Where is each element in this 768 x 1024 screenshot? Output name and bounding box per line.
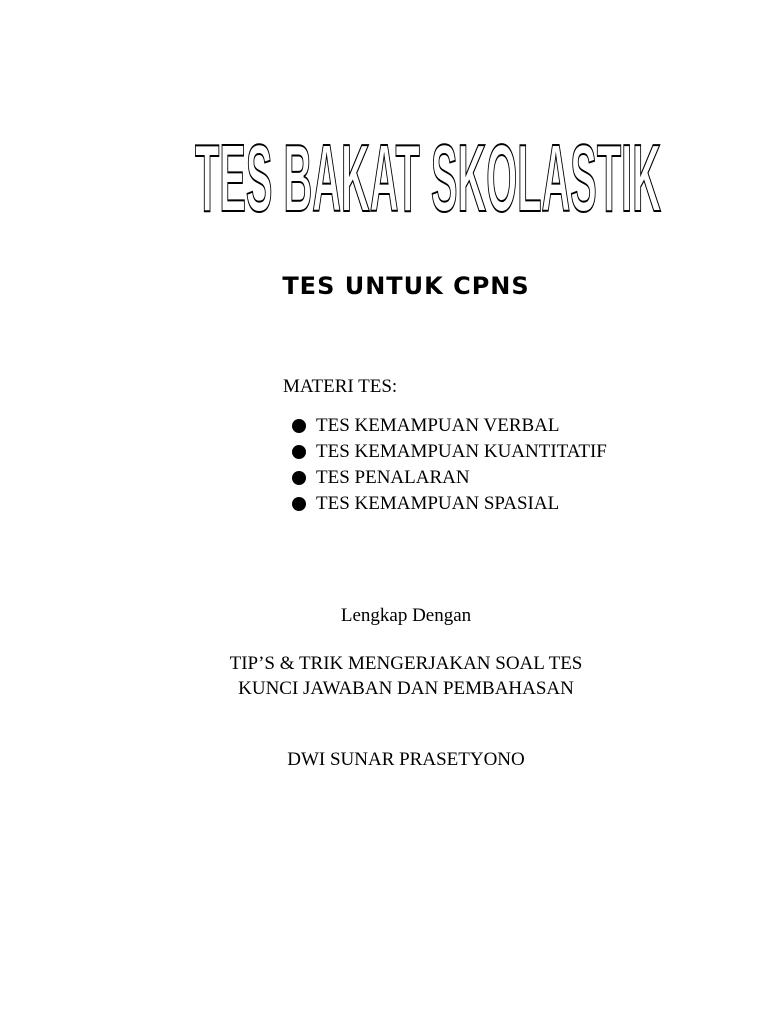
subtitle: TES UNTUK CPNS — [282, 272, 530, 300]
materi-list — [292, 413, 607, 517]
bullet-icon — [292, 445, 306, 459]
list-item-label: TES KEMAMPUAN SPASIAL — [316, 493, 560, 514]
bullet-icon — [292, 497, 306, 511]
list-item — [292, 439, 607, 465]
main-title — [190, 138, 666, 222]
list-item-label: TES KEMAMPUAN VERBAL — [316, 415, 560, 436]
bullet-icon — [292, 419, 306, 433]
lengkap-dengan-text: Lengkap Dengan — [340, 605, 472, 626]
author-name: DWI SUNAR PRASETYONO — [287, 749, 525, 770]
bullet-icon — [292, 471, 306, 485]
kunci-jawaban-text: KUNCI JAWABAN DAN PEMBAHASAN — [238, 678, 574, 699]
main-title-text: TES BAKAT SKOLASTIK — [195, 138, 661, 222]
list-item-label: TES PENALARAN — [316, 467, 470, 488]
list-item — [292, 491, 607, 517]
tips-trik-text: TIP’S & TRIK MENGERJAKAN SOAL TES — [229, 653, 583, 674]
list-item — [292, 465, 607, 491]
list-item-label: TES KEMAMPUAN KUANTITATIF — [316, 441, 607, 462]
list-item — [292, 413, 607, 439]
materi-heading: MATERI TES: — [283, 376, 398, 397]
